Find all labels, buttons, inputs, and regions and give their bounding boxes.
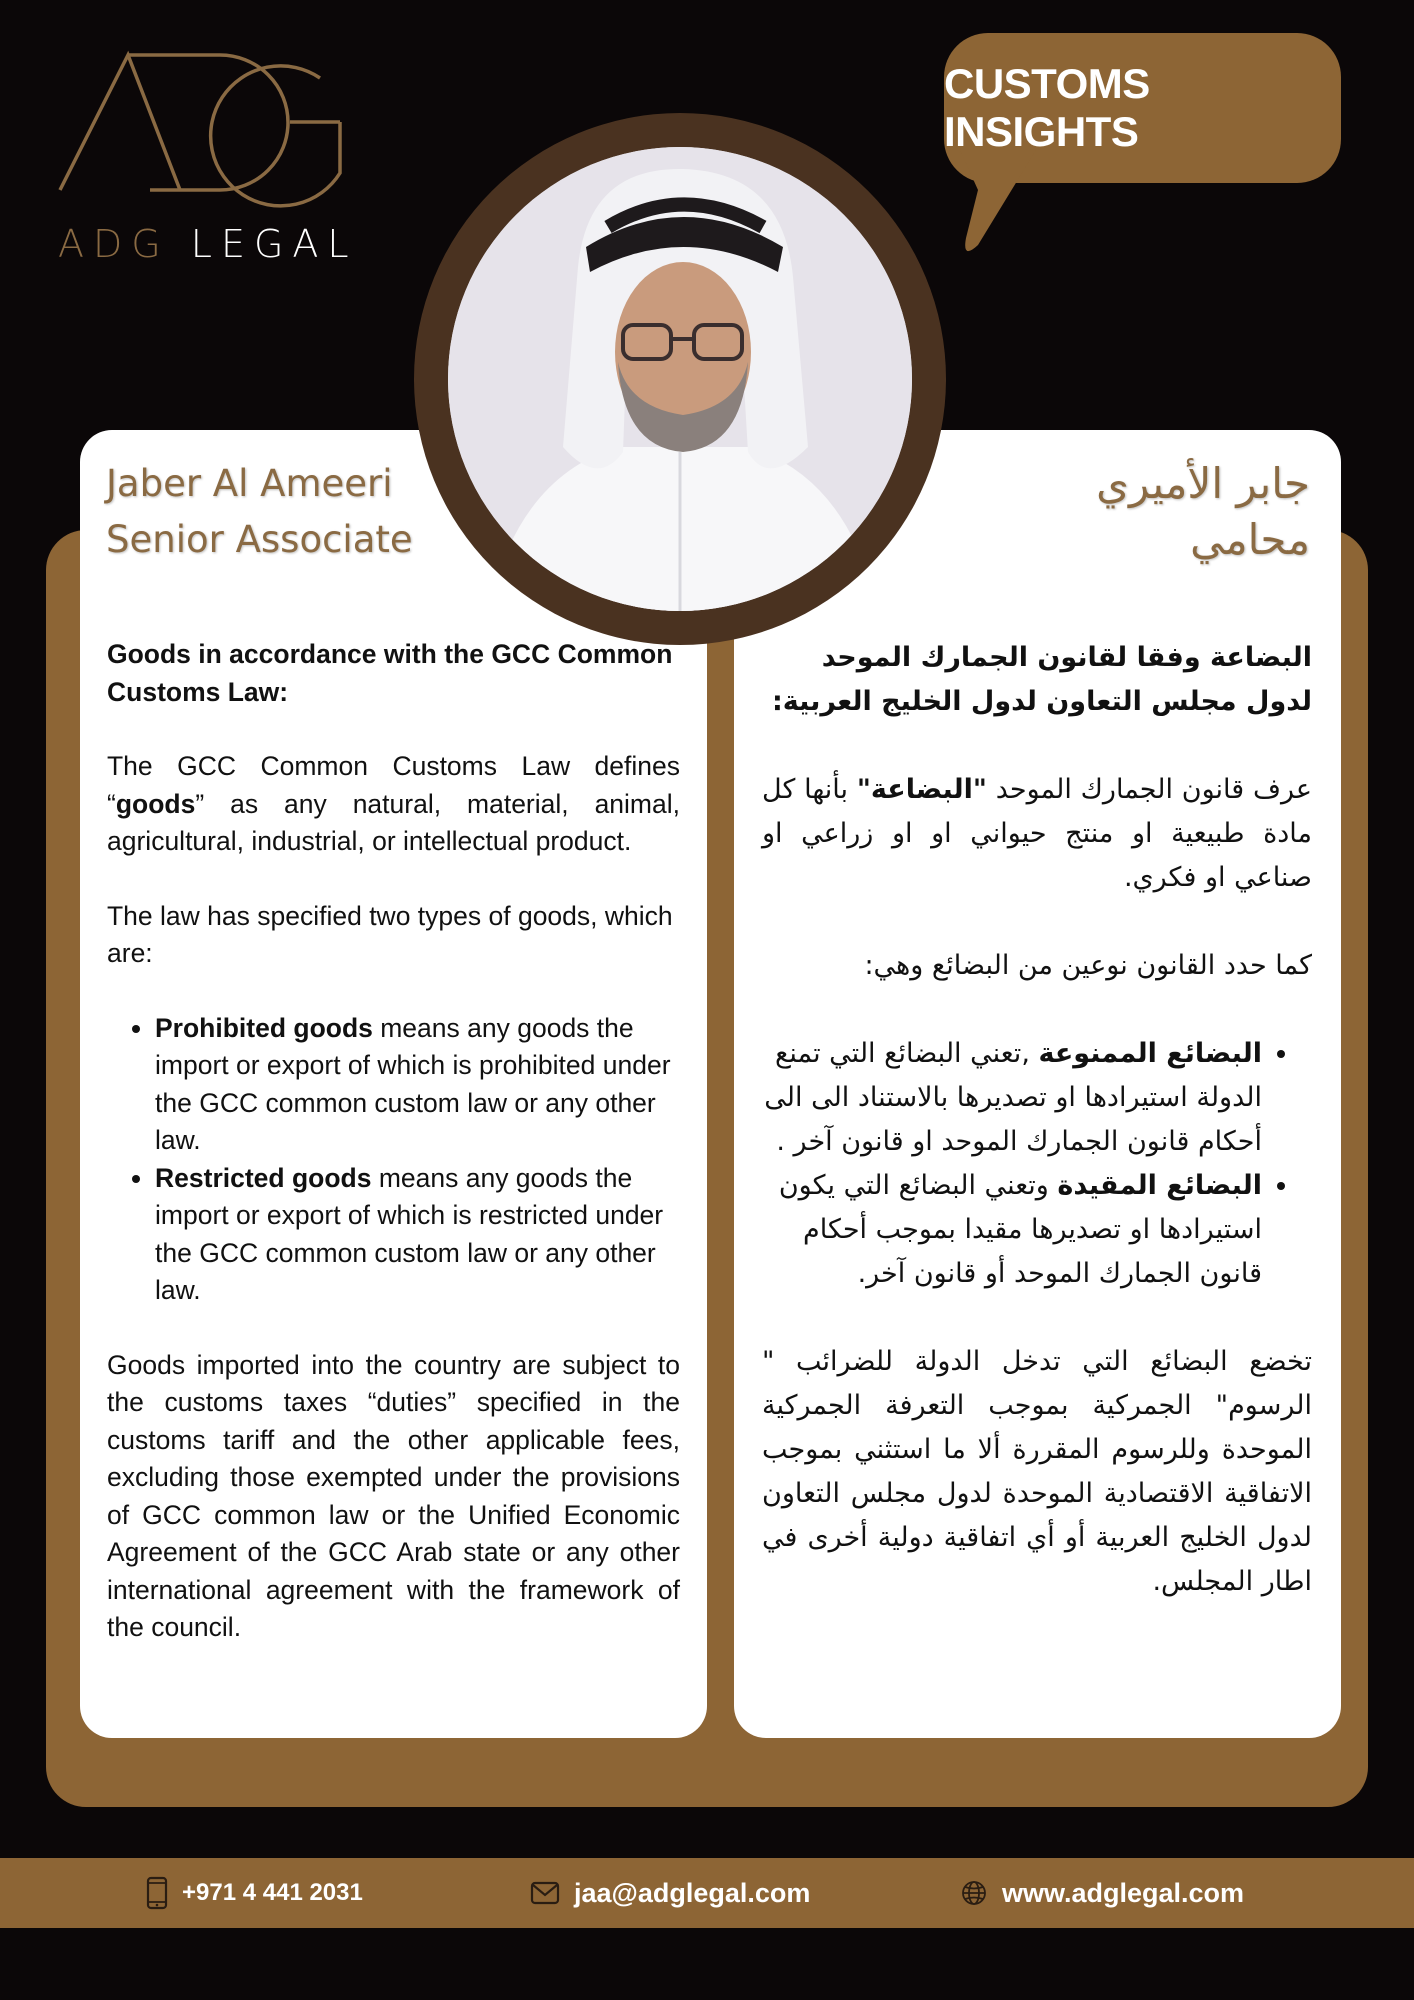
title-en: Senior Associate (106, 518, 413, 561)
type-text: means any goods the import or export of which is prohibited under the GCC common custom law or any other law. (155, 1012, 671, 1155)
adg-logo (58, 50, 358, 266)
bubble-title: CUSTOMS INSIGHTS (944, 60, 1150, 155)
definition-before: عرف قانون الجمارك الموحد (986, 774, 1312, 805)
type-term: Prohibited goods (155, 1012, 373, 1043)
list-item (155, 1010, 680, 1160)
definition-term: "البضاعة" (856, 774, 987, 805)
logo-text-legal: LEGAL (190, 222, 358, 266)
logo-text-adg: ADG (58, 222, 170, 266)
person-name-arabic (1096, 456, 1310, 568)
type-term: Restricted goods (155, 1162, 372, 1193)
arabic-content (762, 636, 1312, 1604)
contact-website[interactable] (960, 1858, 1244, 1928)
definition-before: The GCC Common Customs Law defines “ (107, 751, 680, 819)
english-heading: Goods in accordance with the GCC Common Customs Law: (107, 639, 673, 707)
arabic-types-list (762, 1032, 1312, 1296)
adg-monogram-icon (58, 50, 348, 220)
list-item (762, 1032, 1262, 1164)
person-name-english (106, 456, 413, 568)
type-text: وتعني البضائع التي يكون استيرادها او تصديرها مقيدا بموجب أحكام قانون الجمارك الموحد أو قانون آخر. (778, 1170, 1262, 1289)
list-item (762, 1164, 1262, 1296)
english-duties: Goods imported into the country are subject to the customs taxes “duties” specified in the customs tariff and the other applicable fees, excluding those exempted under the provisions of GCC common law or the Unified Economic Agreement of the GCC Arab state or any other international agreement with the framework of the council. (107, 1349, 680, 1642)
logo-wordmark (58, 222, 358, 266)
portrait-photo (448, 147, 912, 611)
footer-bar (0, 1858, 1414, 1928)
title-ar: محامي (1190, 515, 1310, 564)
phone-icon (146, 1876, 168, 1910)
definition-term: goods (115, 788, 196, 819)
definition-after: بأنها كل مادة طبيعية او منتج حيواني او او زراعي او صناعي او فكري. (762, 774, 1312, 893)
definition-after: ” as any natural, material, animal, agricultural, industrial, or intellectual product. (107, 788, 680, 856)
english-types-list (107, 1010, 680, 1310)
english-content (107, 636, 680, 1647)
list-item (155, 1160, 680, 1310)
type-term: البضائع المقيدة (1057, 1170, 1262, 1201)
arabic-definition (762, 768, 1312, 900)
arabic-types-intro: كما حدد القانون نوعين من البضائع وهي: (864, 950, 1312, 981)
type-term: البضائع الممنوعة (1038, 1038, 1262, 1069)
type-text: ,تعني البضائع التي تمنع الدولة استيرادها او تصديرها بالاستناد الى الى أحكام قانون الجمارك الموحد او قانون آخر . (764, 1038, 1262, 1157)
name-ar: جابر الأميري (1096, 459, 1310, 508)
arabic-heading: البضاعة وفقا لقانون الجمارك الموحد لدول مجلس التعاون لدول الخليج العربية: (772, 642, 1312, 717)
contact-phone[interactable] (146, 1858, 363, 1928)
website-url[interactable]: www.adglegal.com (1002, 1877, 1245, 1908)
contact-email[interactable] (530, 1858, 810, 1928)
english-types-intro: The law has specified two types of goods, which are: (107, 900, 673, 968)
phone-number[interactable]: +971 4 441 2031 (182, 1879, 363, 1906)
globe-icon (960, 1879, 988, 1907)
mail-icon (530, 1881, 560, 1905)
person-illustration (448, 147, 912, 611)
type-text: means any goods the import or export of which is restricted under the GCC common custom law or any other law. (155, 1162, 664, 1305)
email-address[interactable]: jaa@adglegal.com (574, 1877, 811, 1908)
english-definition (107, 748, 680, 861)
arabic-duties: تخضع البضائع التي تدخل الدولة للضرائب " الرسوم" الجمركية بموجب التعرفة الجمركية الموحدة وللرسوم المقررة ألا ما استثني بموجب الاتفاقية الاقتصادية الموحدة لدول مجلس التعاون لدول الخليج العربية أو أي اتفاقية دولية أخرى في اطار المجلس. (762, 1346, 1312, 1597)
name-en: Jaber Al Ameeri (106, 462, 393, 505)
